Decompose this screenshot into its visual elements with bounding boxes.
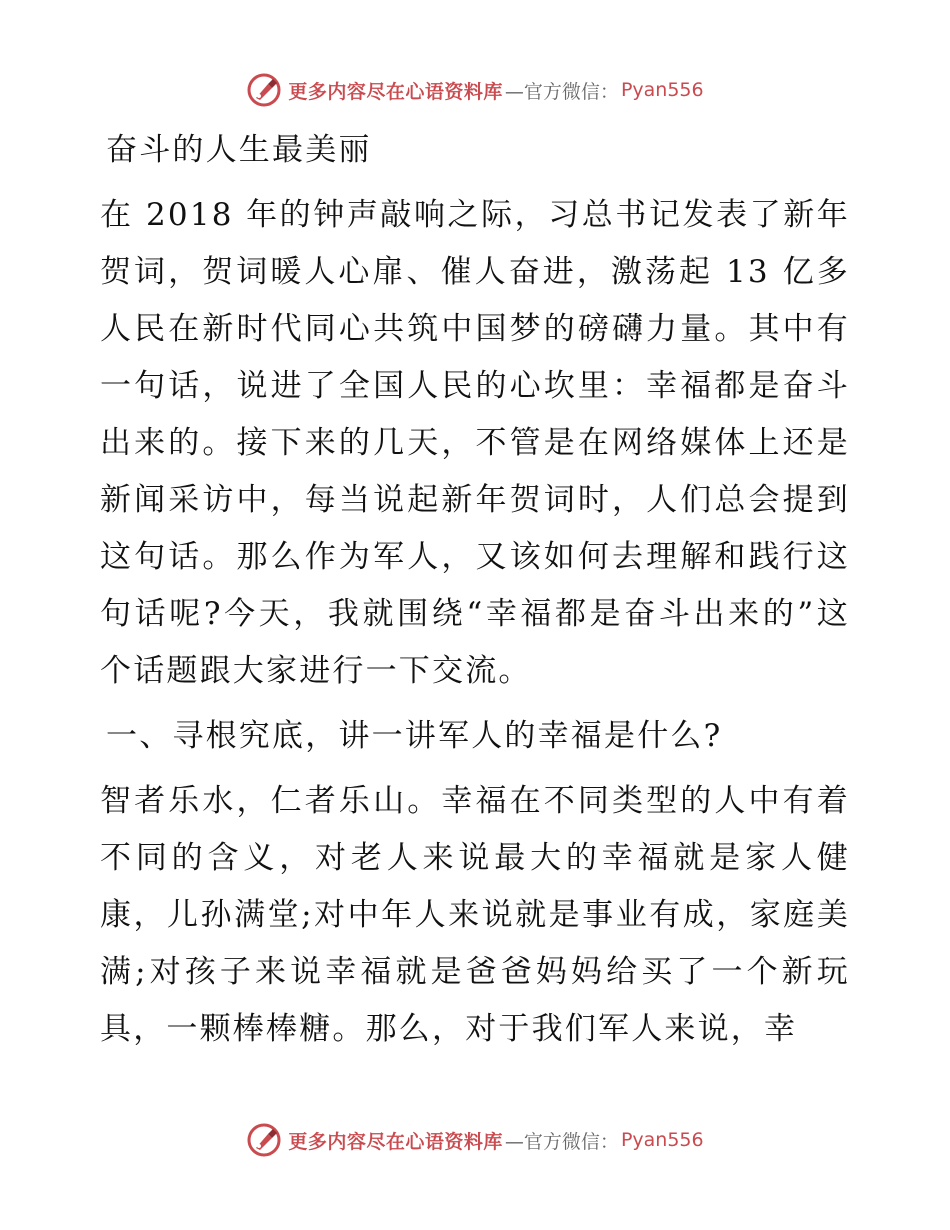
paragraph-section-1: 智者乐水，仁者乐山。幸福在不同类型的人中有着不同的含义，对老人来说最大的幸福就是家人健康，儿孙满堂;对中年人来说就是事业有成，家庭美满;对孩子来说幸福就是爸爸妈妈给买了一个新玩具，一颗棒棒糖。那么，对于我们军人来说，幸 [100,783,850,1047]
document-title: 奋斗的人生最美丽 [106,132,372,168]
header-banner [0,70,950,110]
document-body [100,122,850,1058]
pen-nib-circle-icon [246,72,282,108]
pen-nib-circle-icon [246,1122,282,1158]
footer-banner [0,1120,950,1160]
banner-wechat-id: Pyan556 [620,1129,704,1151]
banner-separator-text: —官方微信： [504,80,619,103]
banner-main-text: 更多内容尽在心语资料库 [288,1130,503,1153]
paragraph-intro: 在 2018 年的钟声敲响之际，习总书记发表了新年贺词，贺词暖人心扉、催人奋进，激荡起 13 亿多人民在新时代同心共筑中国梦的磅礴力量。其中有一句话，说进了全国人民的心坎里：幸福都是奋斗出来的。接下来的几天，不管是在网络媒体上还是新闻采访中，每当说起新年贺词时，人们总会提到这句话。那么作为军人，又该如何去理解和践行这句话呢?今天，我就围绕“幸福都是奋斗出来的”这个话题跟大家进行一下交流。 [100,197,850,689]
banner-main-text: 更多内容尽在心语资料库 [288,80,503,103]
banner-separator-text: —官方微信： [504,1130,619,1153]
banner-wechat-id: Pyan556 [620,79,704,101]
section-heading-1: 一、寻根究底，讲一讲军人的幸福是什么? [106,718,723,754]
